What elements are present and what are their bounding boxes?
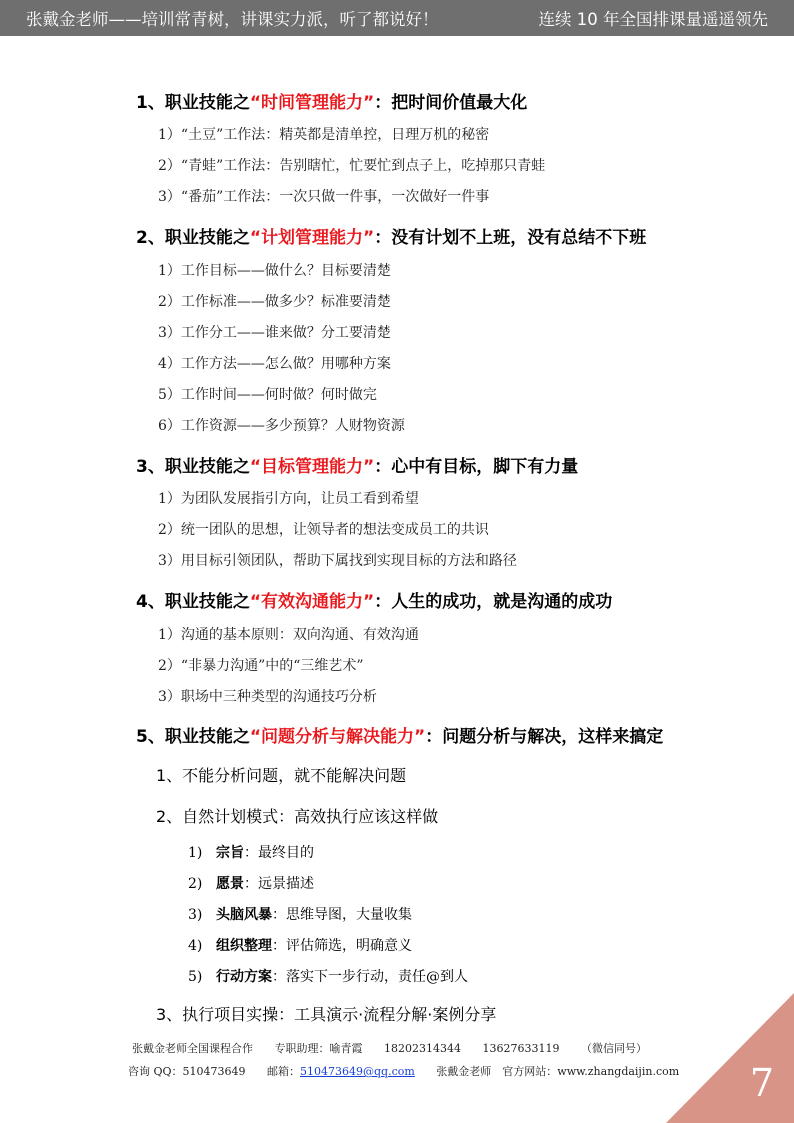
corner-triangle-icon: [666, 993, 794, 1123]
footer-course-cooperation: 张戴金老师全国课程合作: [132, 1042, 253, 1055]
section-highlight: “目标管理能力”: [249, 457, 375, 477]
list-item: 6）工作资源——多少预算？人财物资源: [158, 418, 405, 434]
section-prefix: 5、职业技能之: [136, 727, 250, 747]
step-text: ：最终目的: [244, 845, 314, 861]
step-label: 宗旨: [216, 845, 244, 861]
section-title-1: [136, 88, 527, 113]
list-item: 1）为团队发展指引方向，让员工看到希望: [158, 491, 419, 507]
header-banner: [0, 0, 794, 36]
step-item: [188, 904, 412, 924]
section-title-2: [136, 223, 646, 248]
footer-contact-line-1: [132, 1040, 665, 1056]
section-highlight: “计划管理能力”: [249, 228, 375, 248]
section-highlight: “问题分析与解决能力”: [249, 727, 426, 747]
footer-contact-line-2: [128, 1063, 697, 1079]
step-text: ：评估筛选，明确意义: [272, 938, 412, 954]
footer-phone-1: 18202314344: [384, 1042, 461, 1055]
step-number: 5): [188, 969, 203, 985]
list-item: 3）用目标引领团队，帮助下属找到实现目标的方法和路径: [158, 553, 517, 569]
list-item: 3）工作分工——谁来做？分工要清楚: [158, 325, 391, 341]
step-number: 1): [188, 845, 203, 861]
subsection-item: 2、自然计划模式：高效执行应该这样做: [156, 807, 439, 826]
section-suffix: ：心中有目标，脚下有力量: [374, 457, 579, 477]
footer-email-link[interactable]: 510473649@qq.com: [300, 1065, 415, 1078]
step-label: 愿景: [216, 876, 244, 892]
list-item: 5）工作时间——何时做？何时做完: [158, 387, 377, 403]
footer-wechat-note: （微信同号）: [580, 1042, 647, 1055]
footer-email: [267, 1065, 415, 1078]
footer-phone-2: 13627633119: [482, 1042, 560, 1055]
banner-tagline: 连续 10 年全国排课量遥遥领先: [538, 10, 768, 29]
list-item: 2）统一团队的思想，让领导者的想法变成员工的共识: [158, 522, 489, 538]
step-item: [188, 966, 468, 986]
footer-email-label: 邮箱：: [267, 1065, 301, 1078]
list-item: 3）职场中三种类型的沟通技巧分析: [158, 689, 377, 705]
list-item: 4）工作方法——怎么做？用哪种方案: [158, 356, 391, 372]
section-title-4: [136, 587, 612, 612]
section-suffix: ：问题分析与解决，这样来搞定: [425, 727, 664, 747]
step-text: ：思维导图，大量收集: [272, 907, 412, 923]
section-suffix: ：把时间价值最大化: [374, 93, 528, 113]
step-label: 头脑风暴: [216, 907, 272, 923]
section-prefix: 2、职业技能之: [136, 228, 250, 248]
list-item: 1）“土豆”工作法：精英都是清单控，日理万机的秘密: [158, 127, 490, 143]
subsection-item: 3、执行项目实操：工具演示·流程分解·案例分享: [156, 1005, 497, 1024]
step-text: ：落实下一步行动，责任@到人: [272, 969, 468, 985]
section-title-3: [136, 452, 578, 477]
banner-slogan: 张戴金老师——培训常青树，讲课实力派，听了都说好！: [26, 10, 439, 29]
section-prefix: 3、职业技能之: [136, 457, 250, 477]
section-highlight: “有效沟通能力”: [249, 592, 375, 612]
step-number: 3): [188, 907, 203, 923]
list-item: 1）工作目标——做什么？目标要清楚: [158, 263, 391, 279]
step-number: 4): [188, 938, 203, 954]
step-label: 行动方案: [216, 969, 272, 985]
footer-qq: 咨询 QQ：510473649: [128, 1065, 246, 1078]
section-title-5: [136, 722, 663, 747]
section-prefix: 4、职业技能之: [136, 592, 250, 612]
section-highlight: “时间管理能力”: [249, 93, 375, 113]
list-item: 2）工作标准——做多少？标准要清楚: [158, 294, 391, 310]
step-number: 2): [188, 876, 203, 892]
section-prefix: 1、职业技能之: [136, 93, 250, 113]
step-item: [188, 842, 314, 862]
step-text: ：远景描述: [244, 876, 314, 892]
step-item: [188, 873, 314, 893]
subsection-item: 1、不能分析问题，就不能解决问题: [156, 766, 407, 785]
section-suffix: ：没有计划不上班，没有总结不下班: [374, 228, 647, 248]
footer-assistant: 专职助理：喻青霞: [274, 1042, 363, 1055]
section-suffix: ：人生的成功，就是沟通的成功: [374, 592, 613, 612]
page-number: 7: [749, 1061, 774, 1105]
list-item: 1）沟通的基本原则：双向沟通、有效沟通: [158, 627, 419, 643]
list-item: 3）“番茄”工作法：一次只做一件事，一次做好一件事: [158, 189, 490, 205]
page-corner-decoration: [666, 993, 794, 1123]
footer-website: 张戴金老师 官方网站：www.zhangdaijin.com: [436, 1065, 680, 1078]
step-item: [188, 935, 412, 955]
list-item: 2）“青蛙”工作法：告别瞎忙，忙要忙到点子上，吃掉那只青蛙: [158, 158, 546, 174]
step-label: 组织整理: [216, 938, 272, 954]
list-item: 2）“非暴力沟通”中的“三维艺术”: [158, 658, 364, 674]
